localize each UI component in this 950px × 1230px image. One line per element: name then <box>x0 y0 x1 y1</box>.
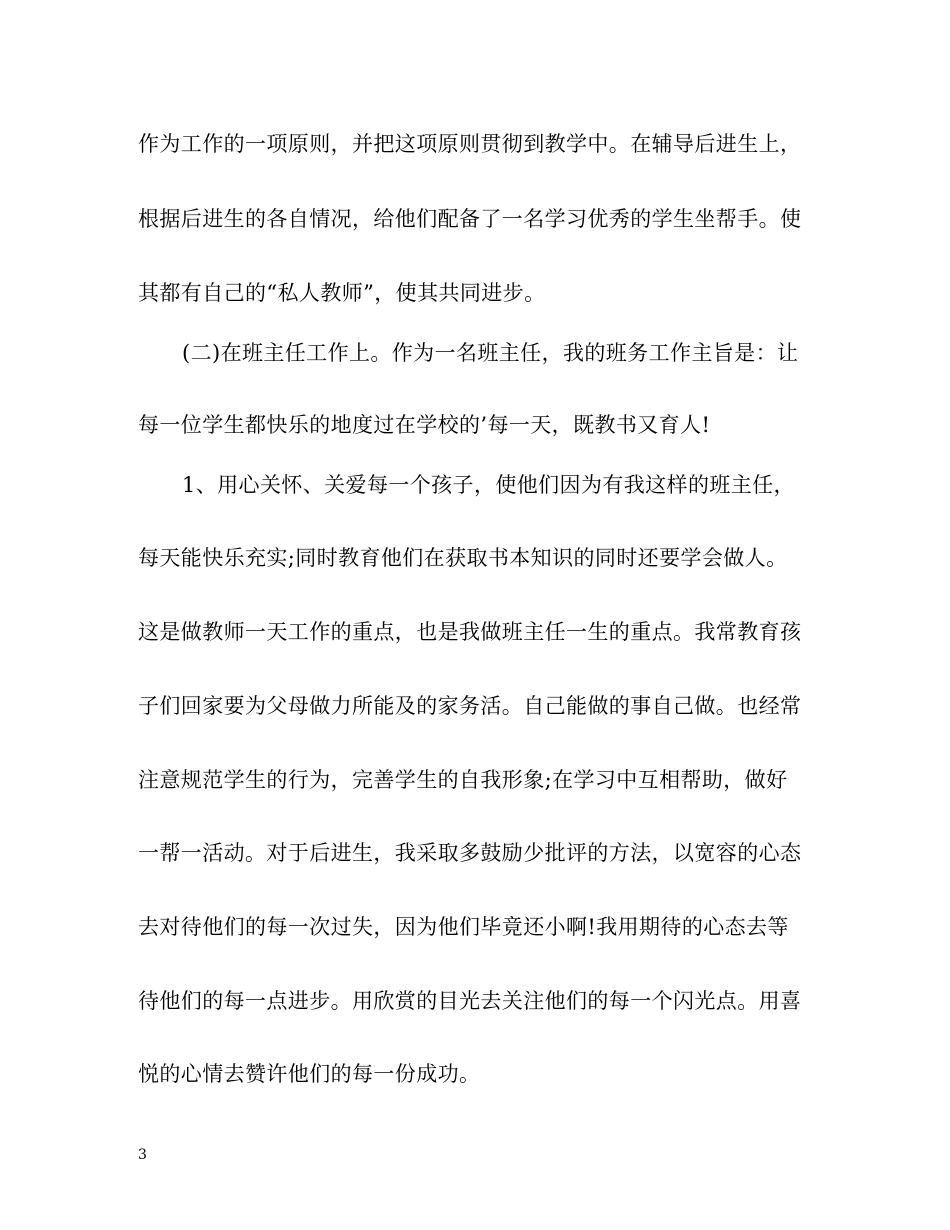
paragraph-start-line: 1、用心关怀、关爱每一个孩子，使他们因为有我这样的班主任， <box>182 473 795 497</box>
text-line: 注意规范学生的行为，完善学生的自我形象;在学习中互相帮助，做好 <box>138 768 788 792</box>
text-line: 作为工作的一项原则，并把这项原则贯彻到教学中。在辅导后进生上， <box>138 132 802 156</box>
paragraph-start-line: (二)在班主任工作上。作为一名班主任，我的班务工作主旨是：让 <box>182 341 799 365</box>
text-line: 去对待他们的每一次过失，因为他们毕竟还小啊!我用期待的心态去等 <box>138 915 789 939</box>
text-line: 悦的心情去赞许他们的每一份成功。 <box>138 1062 481 1086</box>
text-line: 待他们的每一点进步。用欣赏的目光去关注他们的每一个闪光点。用喜 <box>138 989 802 1013</box>
text-line: 这是做教师一天工作的重点，也是我做班主任一生的重点。我常教育孩 <box>138 620 802 644</box>
text-line: 每天能快乐充实;同时教育他们在获取书本知识的同时还要学会做人。 <box>138 546 788 570</box>
text-line: 根据后进生的各自情况，给他们配备了一名学习优秀的学生坐帮手。使 <box>138 207 802 231</box>
text-line: 子们回家要为父母做力所能及的家务活。自己能做的事自己做。也经常 <box>138 694 802 718</box>
text-line: 其都有自己的“私人教师”，使其共同进步。 <box>138 281 546 305</box>
text-line: 每一位学生都快乐的地度过在学校的’每一天，既教书又育人! <box>138 413 711 437</box>
page-number: 3 <box>138 1147 147 1163</box>
text-line: 一帮一活动。对于后进生，我采取多鼓励少批评的方法，以宽容的心态 <box>138 841 802 865</box>
